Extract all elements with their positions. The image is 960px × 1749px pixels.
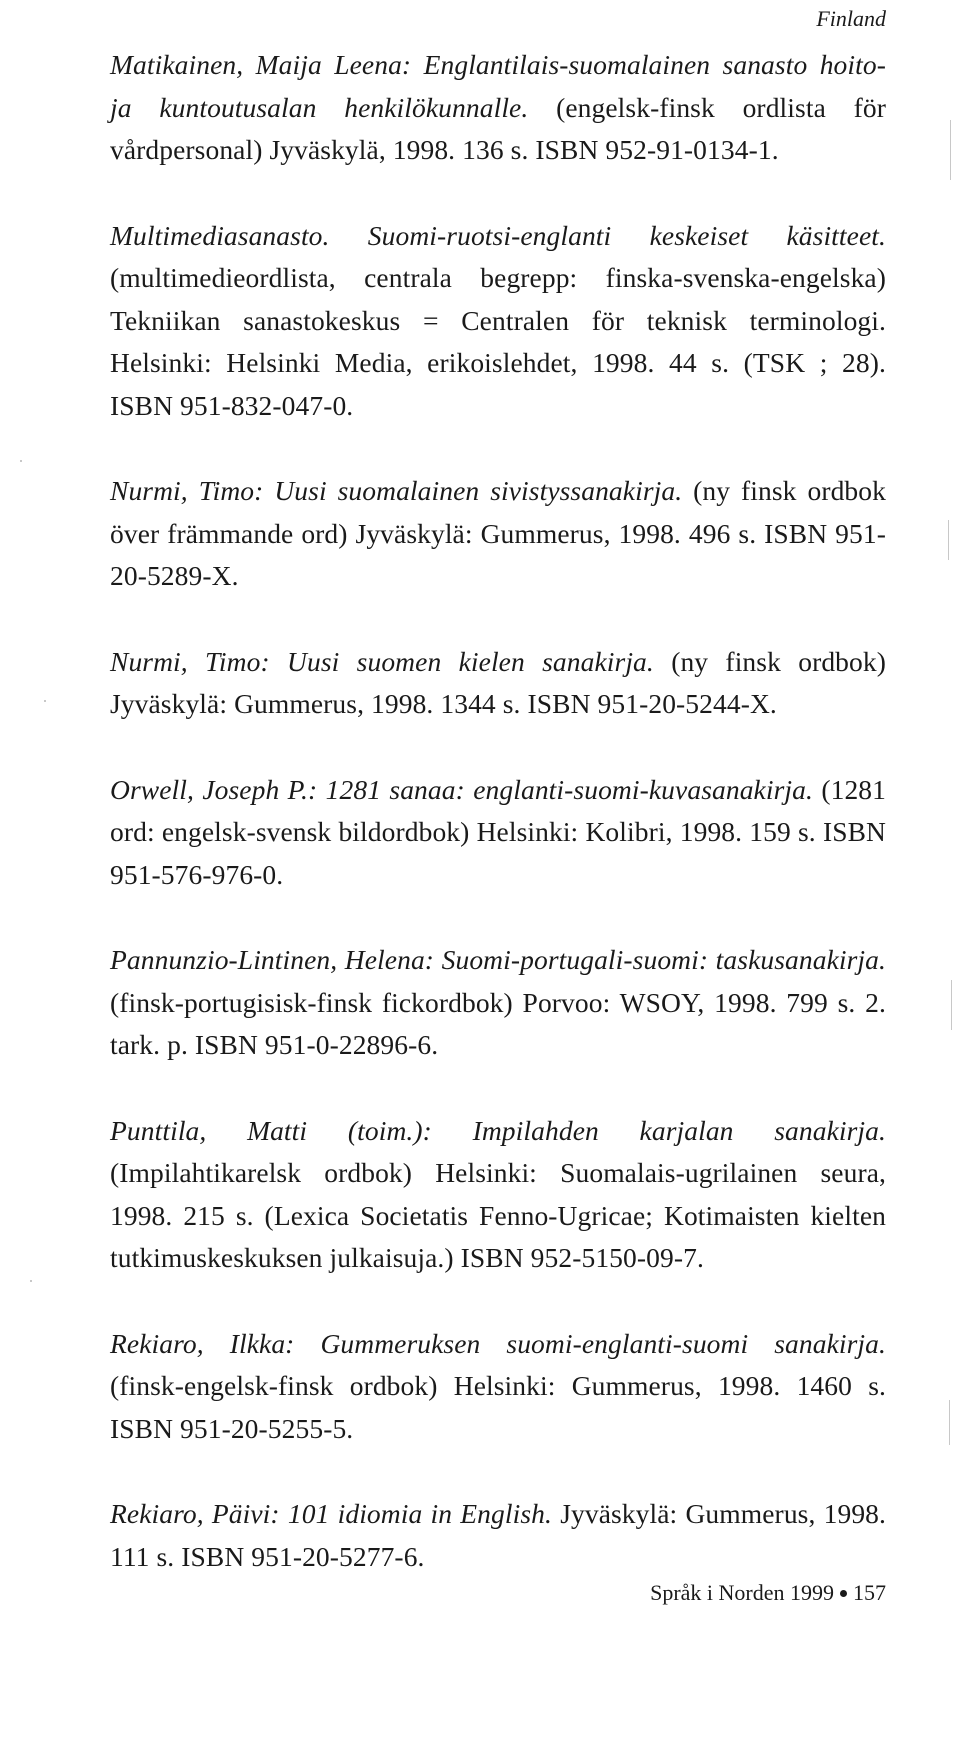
entry-details: (finsk-engelsk-finsk ordbok) Helsinki: Gummerus, 1998. 1460 s. ISBN 951-20-5255-5. xyxy=(110,1370,886,1444)
running-head: Finland xyxy=(816,6,886,31)
page-number: 157 xyxy=(853,1580,886,1605)
entry-title: Uusi suomen kielen sanakirja. xyxy=(287,645,654,677)
entry-details: (engelsk-finsk ordlista för vårdpersonal) Jyväskylä, 1998. 136 s. ISBN 952-91-0134-1. xyxy=(110,91,886,165)
scan-speck xyxy=(30,1280,32,1282)
bibliography-list xyxy=(110,44,886,1621)
entry-author: Pannunzio-Lintinen, Helena: xyxy=(110,944,435,975)
entry-details: Jyväskylä: Gummerus, 1998. 111 s. ISBN 951-20-5277-6. xyxy=(110,1498,886,1572)
entry-title: Gummeruksen suomi-englanti-suomi sanakirja. xyxy=(320,1327,886,1359)
bibliography-entry xyxy=(110,769,886,897)
bibliography-entry xyxy=(110,470,886,598)
entry-details: (finsk-portugisisk-finsk fickordbok) Porvoo: WSOY, 1998. 799 s. 2. tark. p. ISBN 951-0-22896-6. xyxy=(110,986,886,1060)
entry-details: (multimedieordlista, centrala begrepp: finska-svenska-engelska) Tekniikan sanastokeskus = Centralen för teknisk terminologi. Helsinki: Helsinki Media, erikoislehdet, 1998. 44 s. (TSK ; 28). ISBN 951-832-047-0. xyxy=(110,262,886,421)
entry-details: (1281 ord: engelsk-svensk bildordbok) Helsinki: Kolibri, 1998. 159 s. ISBN 951-576-976-0. xyxy=(110,773,887,890)
entry-author: Nurmi, Timo: xyxy=(110,645,270,677)
entry-details: (Impilahtikarelsk ordbok) Helsinki: Suomalais-ugrilainen seura, 1998. 215 s. (Lexica Societatis Fenno-Ugricae; Kotimaisten kielten tutkimuskeskuksen julkaisuja.) ISBN 952-5150-09-7. xyxy=(110,1157,886,1273)
bibliography-entry xyxy=(110,641,886,726)
page-footer xyxy=(110,1578,886,1608)
scan-speck xyxy=(951,980,952,1030)
entry-details: (ny finsk ordbok) Jyväskylä: Gummerus, 1998. 1344 s. ISBN 951-20-5244-X. xyxy=(110,645,886,719)
scan-speck xyxy=(44,700,46,702)
entry-author: Rekiaro, Ilkka: xyxy=(110,1327,295,1359)
entry-author: Matikainen, Maija Leena: xyxy=(110,49,412,80)
entry-title: Multimediasanasto. Suomi-ruotsi-englanti keskeiset käsitteet. xyxy=(110,219,886,251)
scan-speck xyxy=(948,520,949,560)
entry-author: Orwell, Joseph P.: xyxy=(110,773,318,805)
entry-author: Nurmi, Timo: xyxy=(110,475,264,506)
scan-speck xyxy=(20,460,22,462)
scan-speck xyxy=(950,120,951,180)
entry-title: 101 idiomia in English. xyxy=(287,1498,552,1529)
entry-title: Englantilais-suomalainen sanasto hoito- ja kuntoutusalan henkilökunnalle. xyxy=(110,49,886,123)
entry-author: Rekiaro, Päivi: xyxy=(110,1498,280,1529)
entry-title: 1281 sanaa: englanti-suomi-kuvasanakirja. xyxy=(325,773,813,805)
entry-title: Impilahden karjalan sanakirja. xyxy=(472,1114,886,1146)
bullet-separator xyxy=(840,1590,847,1597)
entry-title: Uusi suomalainen sivistyssanakirja. xyxy=(274,475,683,506)
bibliography-entry xyxy=(110,939,886,1067)
scan-speck xyxy=(949,1400,950,1445)
entry-title: Suomi-portugali-suomi: taskusanakirja. xyxy=(441,944,886,975)
entry-author: Punttila, Matti (toim.): xyxy=(110,1114,432,1146)
bibliography-entry xyxy=(110,44,886,172)
bibliography-entry xyxy=(110,1323,886,1451)
bibliography-entry xyxy=(110,1493,886,1578)
footer-publication: Språk i Norden 1999 xyxy=(650,1580,834,1605)
bibliography-entry xyxy=(110,215,886,428)
entry-details: (ny finsk ordbok över främmande ord) Jyväskylä: Gummerus, 1998. 496 s. ISBN 951-20-5289-X. xyxy=(110,475,886,591)
bibliography-entry xyxy=(110,1110,886,1280)
